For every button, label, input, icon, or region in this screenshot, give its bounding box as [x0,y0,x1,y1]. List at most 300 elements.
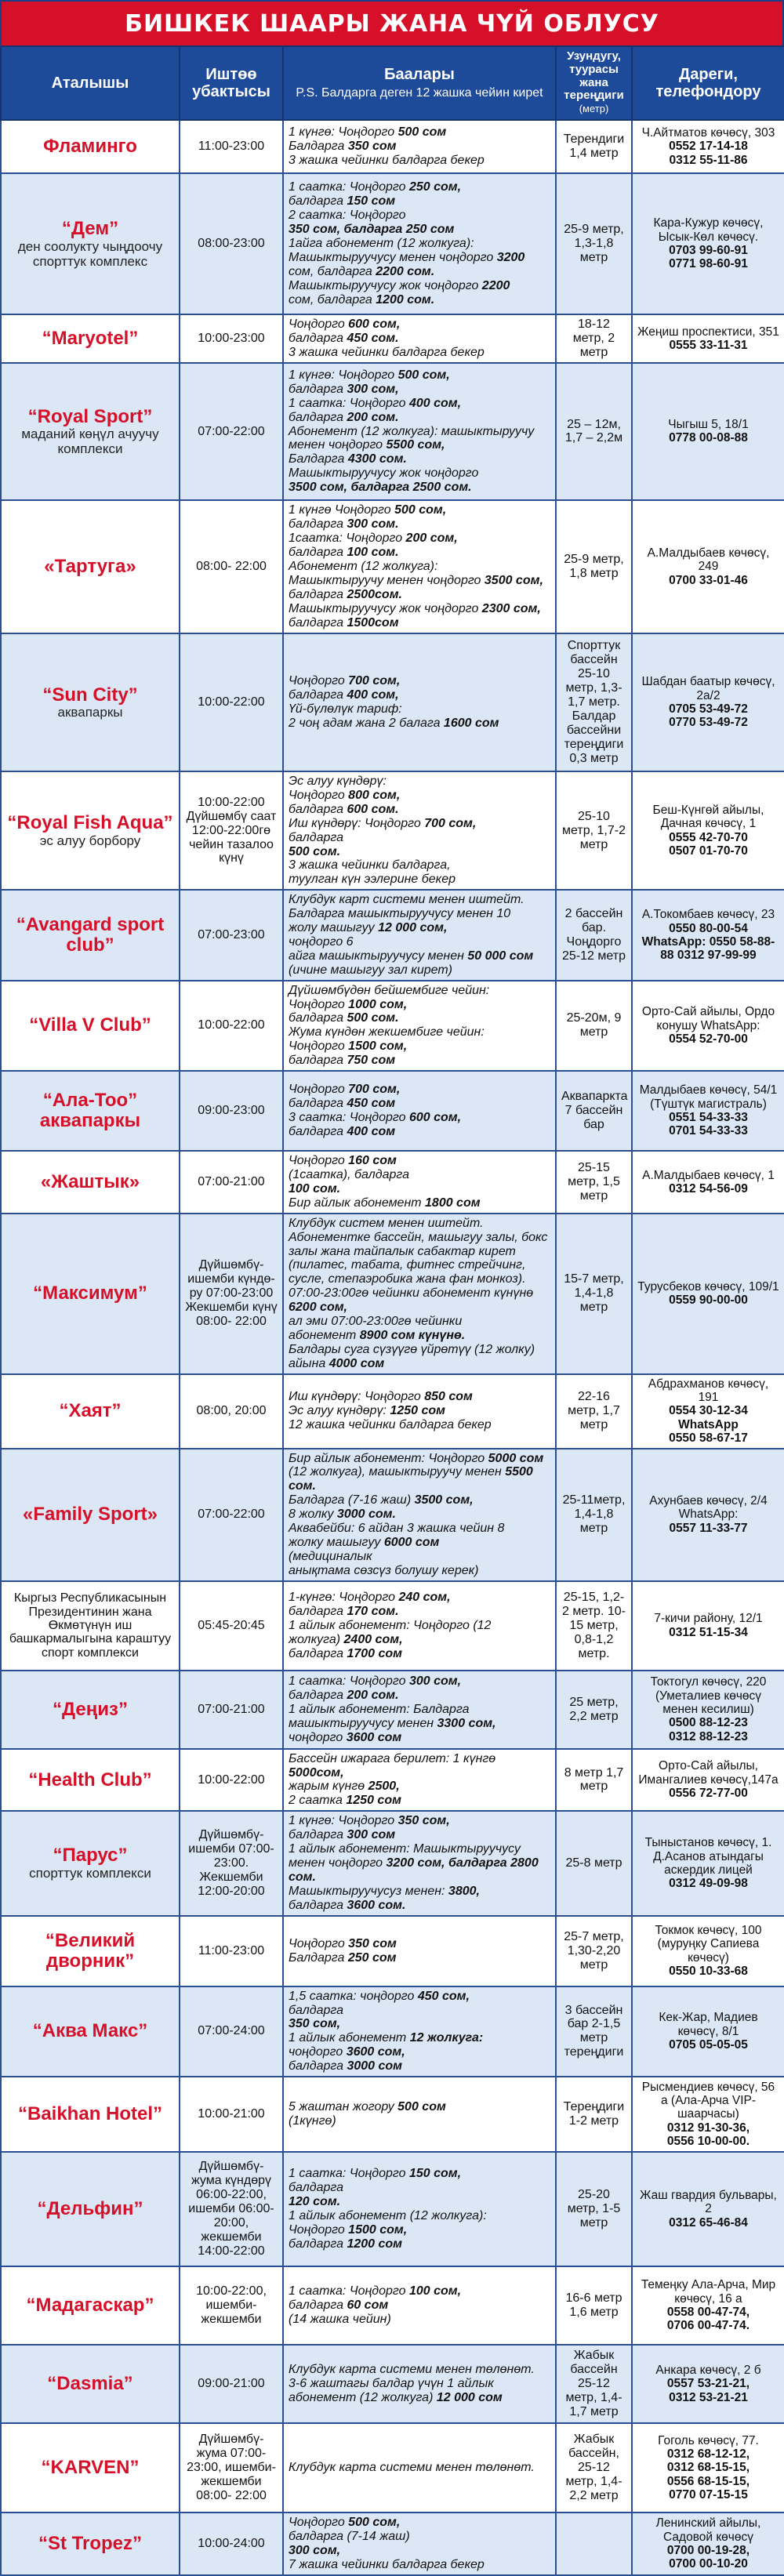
price-line: 7 жашка чейинки балдарга бекер [289,2557,485,2571]
price-line: Балдарга (7-16 жаш) 3500 сом, [289,1493,474,1508]
table-row [1,890,784,980]
place-name-cell [1,1749,180,1812]
place-name-cell [1,314,180,363]
price-line: туулган күн ээлерине бекер [289,873,456,887]
price-line: 12 жашка чейинки балдарга бекер [289,1418,492,1432]
price-amount: 4000 сом [328,1356,385,1370]
table-row [1,2513,784,2575]
price-line: Машыктыруучу менен чоңдорго 3500 сом, [289,573,543,587]
table-row [1,500,784,633]
price-line: Машыктыруучусу жок чоңдорго [289,466,479,481]
price-line: балдарга (7-14 жаш) [289,2530,410,2544]
price-line: Чоңдорго 1000 сом, [289,997,408,1011]
price-line: жарым күнгө 2500, [289,1780,400,1794]
table-row [1,120,784,173]
address-cell [632,981,784,1071]
phone-number: 0558 00-47-74, [666,2306,750,2320]
price-line: Абонементке бассейн, машыгуу залы, бокс [289,1230,548,1244]
price-amount: 500 сом, [397,368,450,382]
place-name: “Dasmia” [47,2373,133,2395]
place-name: “St Tropez” [38,2533,142,2555]
address-text: Жаш гвардия бульвары, 2 [640,2189,777,2216]
price-line: жолу машыгуу 12 000 сом, [289,921,448,935]
place-name: “Парус” [53,1845,128,1867]
price-list [283,1151,556,1214]
price-line: 1 айлык абонемент: Машыктыруучусу [289,1842,521,1856]
place-name-cell [1,500,180,633]
price-amount: 160 сом [348,1154,397,1168]
price-line: 07:00-23:00гө чейинки абонемент күнүнө [289,1286,534,1301]
price-line: жолкуга) 2400 сом, [289,1632,403,1646]
price-line: балдарга 100 сом. [289,546,399,560]
price-line: (1саатка), балдарга [289,1168,410,1182]
header-addr: Дареги, телефондору [632,46,784,120]
address-text: 7-кичи району, 12/1 [654,1612,763,1626]
price-line: менен чоңдорго 3200 сом, балдарга 2800 сом. [289,1856,539,1884]
price-line: 3 жашка чейинки балдарга бекер [289,345,485,359]
price-list [283,2345,556,2423]
place-name-cell [1,2266,180,2345]
price-line: 1 айлык абонемент: Чоңдорго (12 [289,1618,492,1632]
place-name-cell [1,771,180,890]
address-text: Рысмендиев көчөсү, 56 а (Ала-Арча VIP-шаарчасы) [641,2080,775,2121]
price-line: 1 күнгө: Чоңдорго 500 сом, [289,368,450,382]
phone-number: 0554 30-12-34 [669,1404,748,1418]
price-line: балдарга 450 сом. [289,332,399,346]
price-line: (ичине машыгуу зал кирет) [289,963,452,977]
price-amount: 200 сом. [347,410,399,424]
place-name: «Жаштык» [40,1170,140,1192]
price-list [283,1449,556,1581]
opening-hours: 10:00-23:00 [180,314,283,363]
price-line: Балдарга 4300 сом. [289,452,407,466]
price-amount: 150 сом, [408,2167,462,2181]
price-line: 1 саатка: Чоңдорго 250 сом, [289,180,462,194]
price-line: 1-күнгө: Чоңдорго 240 сом, [289,1590,451,1604]
phone-number: 0703 99-60-91 [669,243,748,257]
price-amount: 300 сом [347,1828,396,1842]
opening-hours: Дүйшөмбү-ишемби 07:00-23:00. Жекшемби 12:00-20:00 [180,1811,283,1915]
phone-number: 0312 68-12-12, [666,2447,750,2462]
place-name-cell [1,1916,180,1986]
price-line: (1күнгө) [289,2114,336,2128]
price-line: 1саатка: Чоңдорго 200 сом, [289,532,458,546]
table-row [1,1986,784,2077]
price-line [289,223,550,237]
header-pool-unit: (метр) [579,103,609,115]
price-amount: 1200 сом. [376,292,435,307]
price-line: балдарга 3600 сом. [289,1898,406,1912]
address-cell [632,2266,784,2345]
price-amount: 600 сом. [347,802,399,816]
opening-hours: 07:00-24:00 [180,1986,283,2077]
price-list [283,981,556,1071]
price-list [283,2077,556,2152]
table-row [1,2077,784,2152]
opening-hours: 11:00-23:00 [180,120,283,173]
price-line: Чоңдорго 500 сом, [289,2516,401,2530]
place-name-cell [1,120,180,173]
price-amount: 2500, [368,1780,400,1794]
price-line: балдарга 150 сом [289,194,396,209]
phone-number: 0312 53-21-21 [669,2390,748,2404]
table-row [1,1581,784,1671]
price-amount: 3000 сом. [336,1508,396,1522]
table-row [1,2423,784,2513]
page-title: БИШКЕК ШААРЫ ЖАНА ЧҮЙ ОБЛУСУ [0,0,784,45]
address-cell [632,500,784,633]
price-list [283,2266,556,2345]
price-amount: 3800, [448,1884,480,1898]
price-line: жолку машыгуу 6000 сом [289,1535,440,1549]
price-line: 1 күнгө Чоңдорго 500 сом, [289,503,447,517]
price-line: 1 айлык абонемент 12 жолкуга: [289,2031,484,2045]
address-text: Токмок көчөсү, 100 (муруңку Сапиева көчөсү) [655,1923,762,1965]
price-line: 8 жолку 3000 сом. [289,1508,396,1522]
price-amount: 5000 сом [488,1451,544,1465]
price-line: 5 жаштан жогору 500 сом [289,2100,446,2114]
price-amount: 3200 сом, балдарга 2800 сом. [289,1856,539,1884]
price-list [283,500,556,633]
price-amount: 5500 сом, [386,438,445,452]
place-name: “Royal Sport” [27,405,153,427]
price-list [283,173,556,314]
address-text: Гоголь көчөсү, 77. [658,2433,759,2447]
price-amount: 1250 сом [346,1794,401,1808]
price-list [283,363,556,500]
price-line: балдарга 60 сом [289,2298,389,2313]
place-name-cell [1,2152,180,2266]
price-amount: 300 сом, [408,1674,462,1688]
place-name: “Аква Макс” [32,2020,148,2042]
phone-number: 0700 00-10-20 [669,2557,748,2571]
price-amount: 60 сом [347,2298,389,2313]
price-line: 2 саатка 1250 сом [289,1794,401,1808]
price-line: Чоңдорго 700 сом, [289,674,401,688]
header-prices [283,46,556,120]
address-text: Кек-Жар, Мадиев көчөсү, 8/1 [659,2011,758,2038]
table-row [1,1671,784,1749]
price-list [283,2152,556,2266]
header-hours: Иштөө убактысы [180,46,283,120]
pool-dimensions: 8 метр 1,7 метр [556,1749,632,1812]
address-text: Турусбеков көчөсү, 109/1 [637,1279,779,1293]
price-line: Бир айлык абонемент: Чоңдорго 5000 сом [289,1451,544,1465]
price-line: 1 саатка: Чоңдорго 400 сом, [289,396,462,410]
price-line: анықтама сөзсүз болушу керек) [289,1563,479,1577]
price-line: Иш күндөрү: Чоңдорго 850 сом [289,1390,473,1404]
price-line: балдарга 3000 сом [289,2059,402,2073]
price-line: машыктыруучусу менен 3300 сом, [289,1716,496,1730]
place-name-cell [1,633,180,771]
price-amount: 1000 сом, [348,997,408,1011]
price-line: Клубдук карт системи менен иштейт. [289,893,524,907]
price-amount: 400 сом, [408,396,462,410]
phone-number: 0312 88-12-23 [669,1729,748,1743]
pool-dimensions: 18-12 метр, 2 метр [556,314,632,363]
price-amount: 3200 [496,250,525,264]
opening-hours: 07:00-21:00 [180,1671,283,1749]
opening-hours: 09:00-21:00 [180,2345,283,2423]
place-name-cell [1,2513,180,2575]
price-amount: 400 сом [347,1125,396,1139]
price-amount: 600 сом, [408,1111,462,1125]
place-name: «Family Sport» [22,1504,158,1526]
address-cell [632,2513,784,2575]
pool-dimensions: 25-10 метр, 1,7-2 метр [556,771,632,890]
place-name-cell [1,1374,180,1449]
price-amount: 100 сом, [408,2284,462,2298]
price-line: (14 жашка чейин) [289,2313,391,2327]
price-amount: 2500сом. [347,587,402,601]
price-list [283,633,556,771]
price-amount: 3300 сом, [437,1716,496,1730]
table-row [1,2266,784,2345]
phone-number: 0700 00-19-28, [666,2544,750,2558]
opening-hours: 09:00-23:00 [180,1071,283,1151]
phone-number: 0312 49-09-98 [669,1877,748,1891]
price-line: Үй-бүлөлүк тариф: [289,702,402,716]
place-name-cell [1,1986,180,2077]
phone-number: WhatsApp [678,1417,739,1431]
price-line: балдарга 400 сом, [289,688,399,702]
price-line: балдарга [289,2181,343,2195]
price-amount: 12 жолкуга: [409,2031,484,2045]
address-text: Тыныстанов көчөсү, 1. Д.Асанов атындагы аскердик лицей [644,1836,772,1877]
table-row [1,1151,784,1214]
address-text: Беш-Күнгөй айылы, Дачная көчөсү, 1 [652,803,764,831]
price-amount: 350 сом [347,140,397,154]
table-row [1,1374,784,1449]
pool-dimensions: 16-6 метр 1,6 метр [556,2266,632,2345]
phone-number: 0557 11-33-77 [669,1521,748,1535]
place-name: “Максимум” [33,1283,147,1304]
phone-number: 0770 53-49-72 [669,716,748,730]
price-amount: 1500 сом, [348,2222,408,2237]
price-line: Чоңдорго 1500 сом, [289,2222,408,2237]
price-amount: 300 сом. [347,517,399,532]
price-amount: 500 сом. [347,1011,399,1025]
price-line [289,1182,550,1196]
price-line [289,1301,550,1315]
price-line: 1,5 саатка: чоңдорго 450 сом, [289,1989,470,2003]
price-amount: 500 сом, [394,503,447,517]
pool-dimensions: Тереңдиги 1-2 метр [556,2077,632,2152]
address-text: А.Малдыбаев көчөсү, 249 [647,546,770,574]
price-line: 3 саатка: Чоңдорго 600 сом, [289,1111,462,1125]
address-text: А.Токомбаев көчөсү, 23 [641,908,775,922]
price-list [283,1374,556,1449]
price-line: балдарга 300 сом, [289,382,399,396]
price-line [289,2195,550,2209]
phone-number: 0312 68-15-15, [666,2461,750,2475]
price-line: сом, балдарга 1200 сом. [289,292,435,307]
price-line: Машыктыруучусу менен чоңдорго 3200 [289,250,525,264]
place-subtitle: аквапаркы [57,705,123,720]
phone-number: 0550 10-33-68 [669,1964,748,1978]
phone-number: 0552 17-14-18 [669,140,748,154]
price-line: 1 саатка: Чоңдорго 100 сом, [289,2284,462,2298]
price-line: сом, балдарга 2200 сом. [289,264,435,278]
price-line: балдарга 750 сом [289,1054,396,1068]
opening-hours: 07:00-22:00 [180,1449,283,1581]
pool-dimensions [556,2513,632,2575]
price-line: айга машыктыруучусу менен 50 000 сом [289,949,534,963]
price-line: Клубдук систем менен иштейт. [289,1216,484,1230]
table-row [1,2152,784,2266]
price-line: балдарга [289,830,343,844]
address-text: Малдыбаев көчөсү, 54/1 (Түштүк магистраль) [639,1083,778,1111]
price-amount: 400 сом, [347,688,399,702]
price-line [289,481,550,495]
price-amount: 100 сом. [289,1181,341,1195]
price-amount: 1500 сом, [348,1039,408,1054]
place-name-cell [1,2345,180,2423]
price-list [283,890,556,980]
price-amount: 700 сом, [348,1083,401,1097]
price-amount: 250 сом [347,1950,397,1965]
price-line [289,2544,550,2558]
place-name: “Avangard sport club” [16,914,165,956]
place-name: “Ала-Тоо” аквапаркы [39,1090,141,1132]
phone-number: 0555 33-11-31 [669,338,748,352]
phone-number: 0701 54-33-33 [669,1124,748,1138]
price-amount: 3500 сом, балдарга 2500 сом. [289,481,472,495]
price-amount: 1500сом [347,615,399,629]
price-list [283,1811,556,1915]
phone-number: 0559 90-00-00 [669,1293,748,1308]
price-line: Чоңдорго 1500 сом, [289,1039,408,1054]
price-line: Чоңдорго 350 сом [289,1936,397,1950]
price-line: ал эми 07:00-23:00гө чейинки [289,1315,463,1329]
pool-dimensions: 25-20м, 9 метр [556,981,632,1071]
place-name-cell [1,1449,180,1581]
table-row [1,1749,784,1812]
price-amount: 600 сом, [348,317,401,332]
price-amount: 350 сом, [397,1814,450,1828]
price-line: Иш күндөрү: Чоңдорго 700 сом, [289,816,477,830]
price-amount: 3600 сом, [346,2045,405,2059]
price-line: Дүйшөмбүдөн бейшембиге чейин: [289,983,490,997]
phone-number: 0556 10-00-00. [666,2135,750,2149]
price-line: балдарга 500 сом. [289,1011,399,1025]
price-list [283,1986,556,2077]
price-line: (12 жолкуга), машыктыруучу менен 5500 сом. [289,1465,533,1493]
price-line: балдарга 200 сом. [289,410,399,424]
place-name: “Sun City” [42,684,138,706]
place-subtitle: маданий көңүл ачуучу комплекси [21,426,159,457]
place-name: Кыргыз Республикасынын Президентинин жана Өкмөтүнүн иш башкармалыгына караштуу спорт комплекси [9,1591,172,1660]
place-name: “Дем” [61,218,119,239]
price-amount: 1250 сом [390,1404,445,1418]
price-amount: 1800 сом [425,1195,481,1210]
price-line: 3-6 жаштагы балдар үчүн 1 айлык [289,2377,494,2391]
price-line: балдарга 300 сом [289,1828,396,1842]
opening-hours: 05:45-20:45 [180,1581,283,1671]
price-amount: 8900 сом күнүнө. [359,1328,466,1342]
price-amount: 500 сом [397,2100,446,2114]
price-amount: 750 сом [347,1054,396,1068]
table-row [1,1916,784,1986]
price-line: 1 айлык абонемент (12 жолкуга): [289,2209,487,2223]
header-pool-label: Узундугу, туурасы жана тереңдиги [564,49,624,103]
price-line: абонемент (12 жолкуга) 12 000 сом [289,2391,503,2405]
opening-hours: 08:00- 22:00 [180,500,283,633]
pool-dimensions: 25 метр, 2,2 метр [556,1671,632,1749]
place-name: «Тартуга» [44,556,136,578]
price-amount: 5000сом, [289,1765,344,1780]
price-list [283,1071,556,1151]
price-list [283,2513,556,2575]
place-name-cell [1,1214,180,1374]
place-name: “Деңиз” [53,1698,128,1720]
header-prices-note: P.S. Балдарга деген 12 жашка чейин киреt [296,85,543,100]
address-cell [632,363,784,500]
phone-number: 0312 51-15-34 [669,1625,748,1639]
place-name-cell [1,1151,180,1214]
price-line: балдарга 170 сом. [289,1604,399,1618]
pool-dimensions: 25 – 12м, 1,7 – 2,2м [556,363,632,500]
price-amount: 3600 сом. [347,1898,406,1912]
price-line: Машыктыруучусуз менен: 3800, [289,1884,480,1898]
price-line [289,2017,550,2031]
pool-dimensions: 15-7 метр, 1,4-1,8 метр [556,1214,632,1374]
opening-hours: 07:00-22:00 [180,363,283,500]
address-cell [632,1374,784,1449]
address-text: Орто-Сай айылы, Ордо конушу WhatsApp: [641,1005,775,1032]
opening-hours: Дүйшөмбү-ишемби күндө-ру 07:00-23:00 Жекшемби күнү 08:00- 22:00 [180,1214,283,1374]
price-line: 1 саатка: Чоңдорго 150 сом, [289,2167,462,2181]
price-amount: 2300 сом, [481,601,541,615]
price-line: Абонемент (12 жолкуга): [289,560,438,574]
address-cell [632,633,784,771]
price-line: 2 саатка: Чоңдорго [289,209,406,223]
phone-number: 0556 68-15-15, [666,2474,750,2488]
address-text: Темеңку Ала-Арча, Мир көчөсү, 16 а [641,2278,776,2306]
price-line: балдарга 1700 сом [289,1646,402,1660]
table-row [1,363,784,500]
phone-number: 0500 88-12-23 [669,1716,748,1730]
price-line: балдарга 1200 сом [289,2237,402,2251]
address-text: Токтогул көчөсү, 220 (Уметалиев көчөсү менен кесилиш) [650,1675,767,1716]
pool-dimensions: Терендиги 1,4 метр [556,120,632,173]
price-line: Балдары суга сүзүүгө үйрөтүү (12 жолку) [289,1342,535,1356]
opening-hours: 08:00-23:00 [180,173,283,314]
address-text: Ч.Айтматов көчөсү, 303 [641,125,775,140]
price-line: 1 күнгө: Чоңдорго 350 сом, [289,1814,450,1828]
price-line: Аквабейби: 6 айдан 3 жашка чейин 8 [289,1522,505,1536]
address-cell [632,1671,784,1749]
address-text: Анкара көчөсү, 2 б [655,2364,761,2378]
phone-number: 0555 42-70-70 [669,830,748,844]
phone-number: 0557 53-21-21, [666,2377,750,2391]
price-line: 1 айлык абонемент: Балдарга [289,1702,470,1716]
phone-number: 0770 07-15-15 [669,2488,748,2502]
price-line: балдарга 2500сом. [289,587,402,601]
price-amount: 500 сом [397,125,447,140]
phone-number: 0312 55-11-86 [669,153,748,167]
address-cell [632,2152,784,2266]
price-amount: 850 сом [424,1390,473,1404]
price-line: Машыктыруучусу жок чоңдорго 2200 [289,278,510,292]
pool-dimensions: Аквапаркта 7 бассейн бар [556,1071,632,1151]
price-amount: 3000 сом [347,2059,402,2073]
pool-dimensions: 25-20 метр, 1-5 метр [556,2152,632,2266]
price-line: балдарга 300 сом. [289,517,399,532]
address-text: Чыгыш 5, 18/1 [668,418,749,432]
price-line: Чоңдорго 800 сом, [289,788,401,802]
price-list [283,120,556,173]
